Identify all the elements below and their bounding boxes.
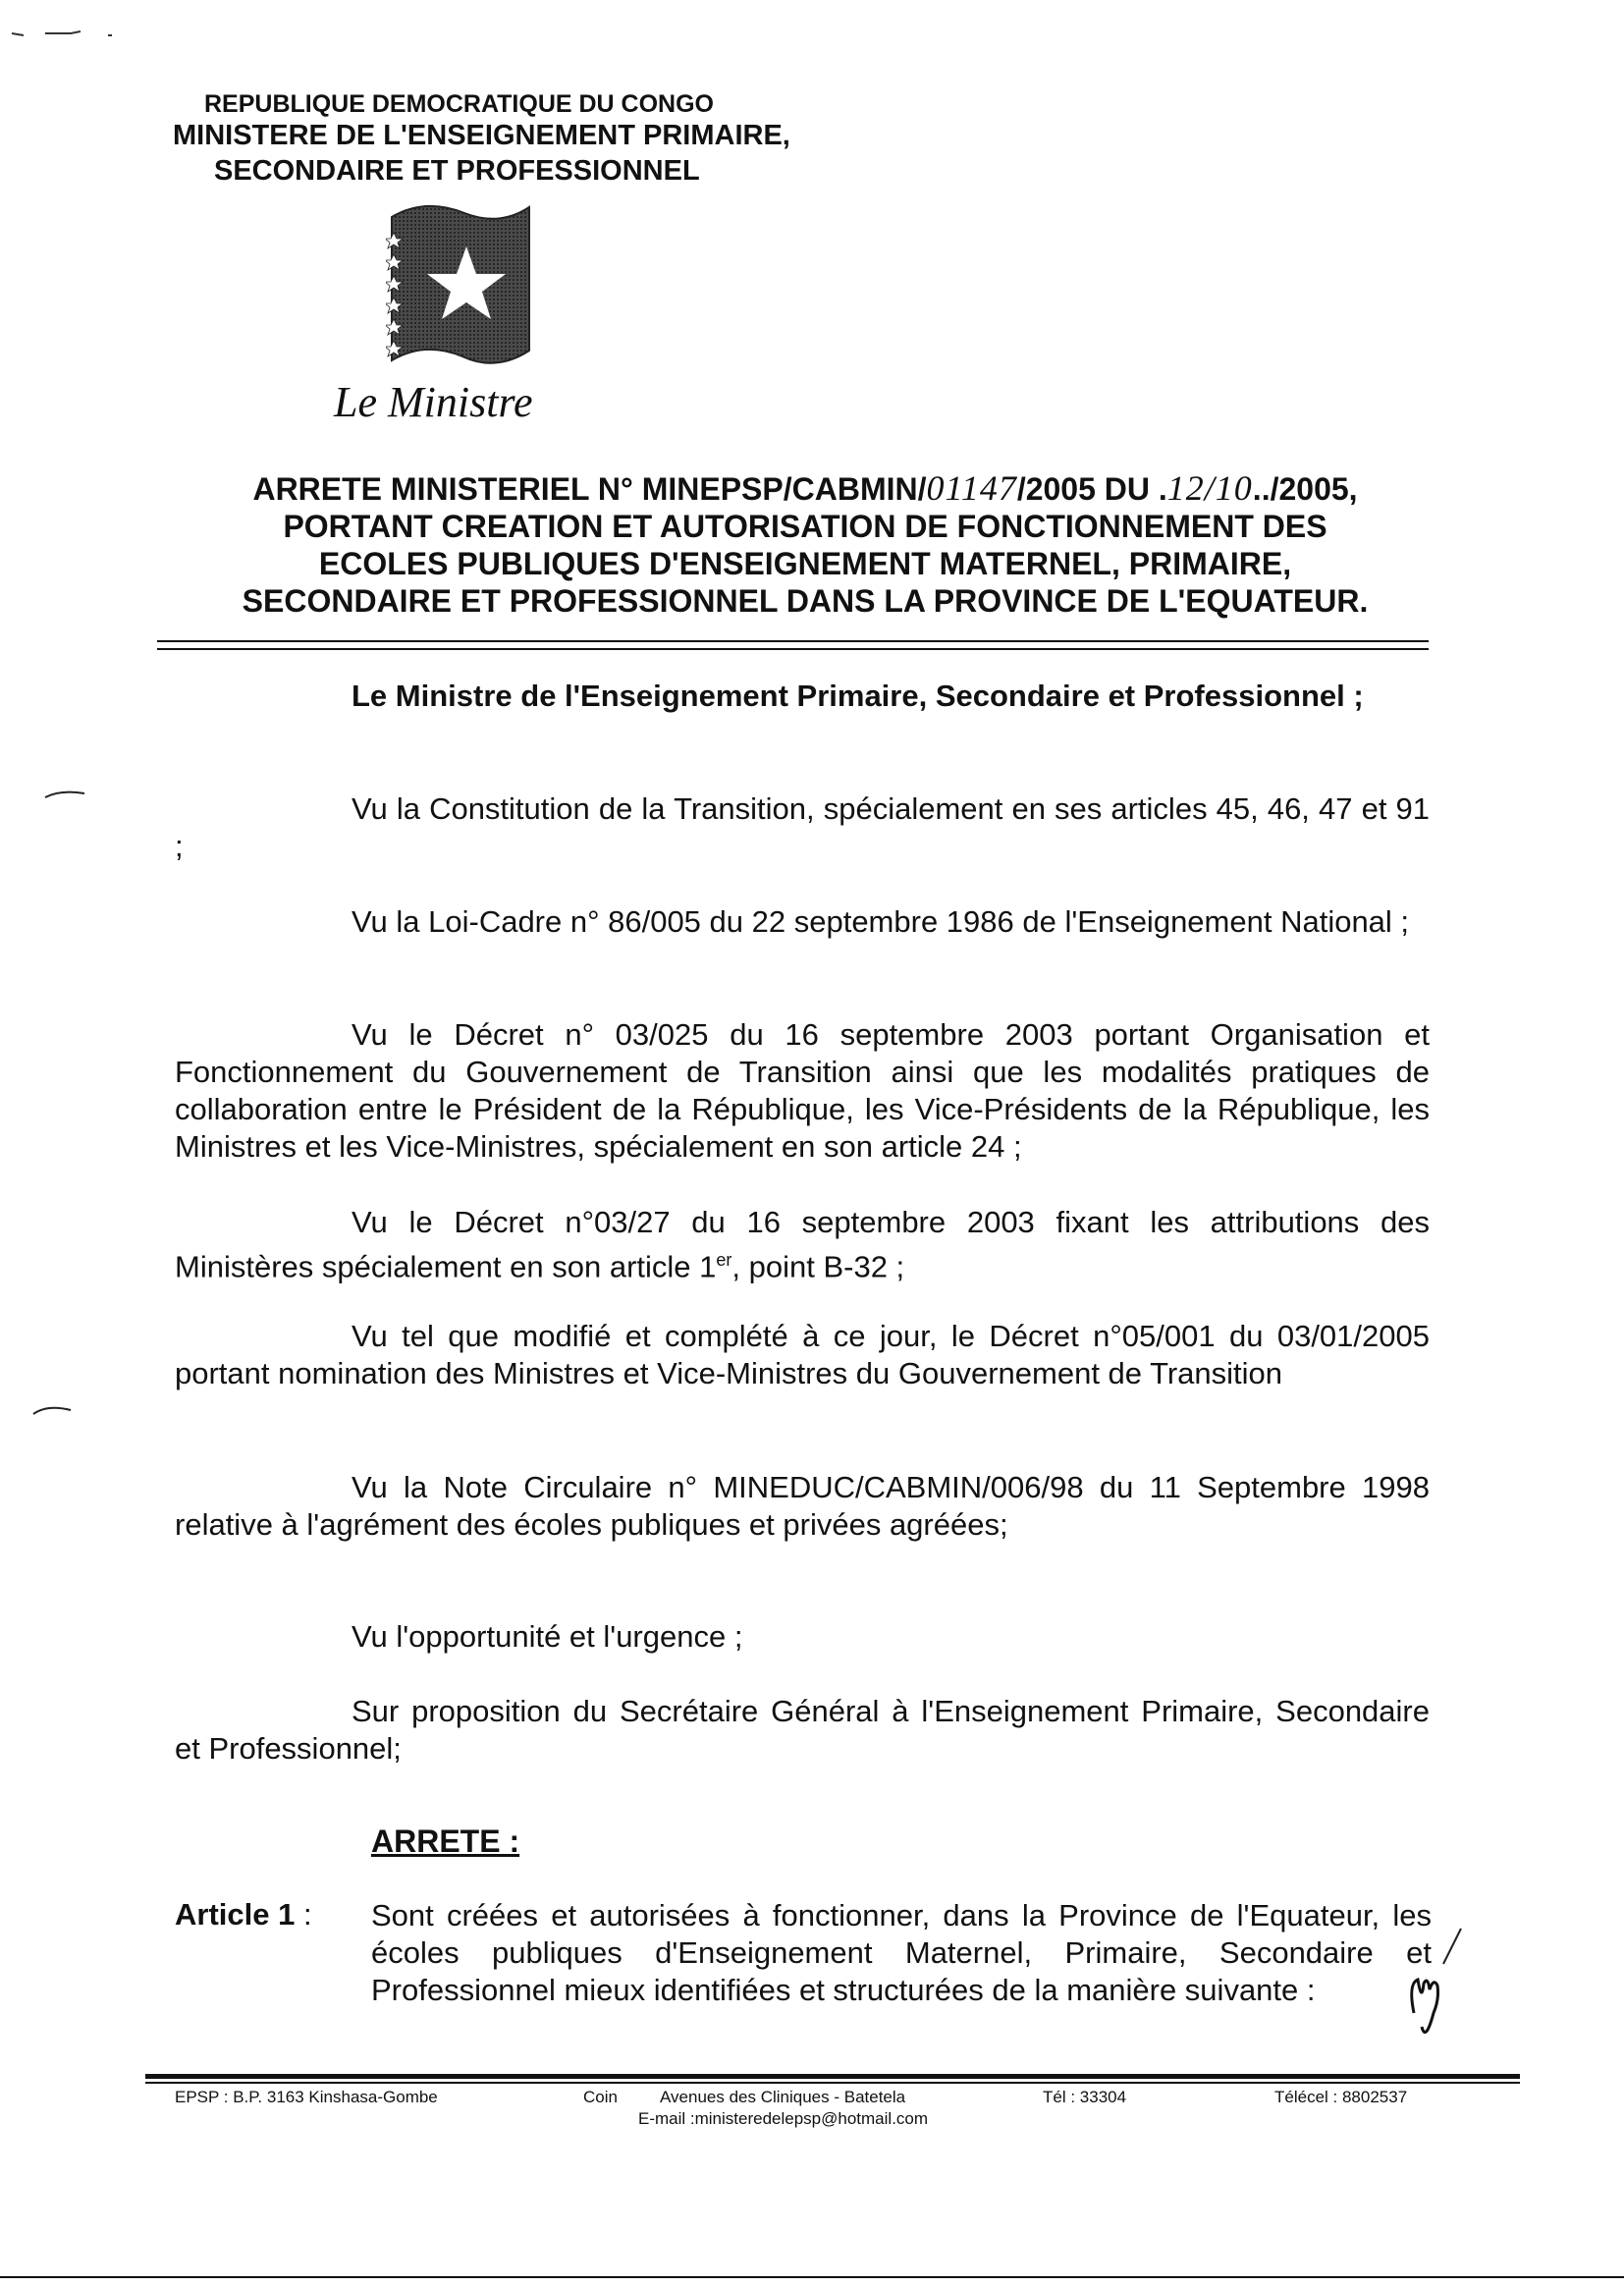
- signature-initials: [1404, 1925, 1473, 2082]
- decree-title: [147, 469, 1463, 620]
- footer-telecel: Télécel : 8802537: [1274, 2088, 1408, 2106]
- paragraph-loi-cadre: [175, 903, 1430, 941]
- paragraph-text: Vu la Loi-Cadre n° 86/005 du 22 septembre 1986 de l'Enseignement National ;: [352, 904, 1410, 939]
- margin-mark: [43, 788, 86, 803]
- ministry-name-cont: SECONDAIRE ET PROFESSIONNEL: [214, 155, 700, 187]
- flag-star-emblem-icon: [386, 203, 533, 376]
- title-divider: [157, 640, 1429, 650]
- decree-title-line: ECOLES PUBLIQUES D'ENSEIGNEMENT MATERNEL, PRIMAIRE,: [318, 546, 1292, 581]
- paragraph-proposition: [175, 1693, 1430, 1768]
- decree-number-line: [147, 469, 1463, 508]
- footer-address: EPSP : B.P. 3163 Kinshasa-Gombe: [175, 2088, 438, 2106]
- article-number: Article 1: [175, 1897, 296, 1932]
- article-1-text: Sont créées et autorisées à fonctionner, dans la Province de l'Equateur, les écoles publiques d'Enseignement Maternel, Primaire, Secondaire et Professionnel mieux identifiées et structurées de la manière suivante :: [371, 1898, 1432, 2007]
- footer-divider: [145, 2074, 1520, 2084]
- paragraph-text: Sur proposition du Secrétaire Général à l'Enseignement Primaire, Secondaire et Professionnel;: [175, 1694, 1430, 1766]
- intro-text: Le Ministre de l'Enseignement Primaire, Secondaire et Professionnel ;: [352, 679, 1364, 713]
- paragraph-text: Vu le Décret n°03/27 du 16 septembre 2003 fixant les attributions des Ministères spécialement en son article 1: [175, 1205, 1430, 1284]
- paragraph-text: Vu le Décret n° 03/025 du 16 septembre 2003 portant Organisation et Fonctionnement du Gouvernement de Transition ainsi que les modalités pratiques de collaboration entre le Président de la République, les Vice-Présidents de la République, les Ministres et les Vice-Ministres, spécialement en son article 24 ;: [175, 1017, 1430, 1164]
- decree-number-mid: /2005 DU .: [1016, 471, 1167, 507]
- decree-title-line: PORTANT CREATION ET AUTORISATION DE FONCTIONNEMENT DES: [283, 509, 1327, 544]
- page-bottom-edge: [0, 2276, 1624, 2278]
- intro-paragraph: [175, 678, 1430, 715]
- paragraph-note: [175, 1469, 1430, 1544]
- paragraph-opportunite: [175, 1618, 1430, 1656]
- ministry-name: MINISTERE DE L'ENSEIGNEMENT PRIMAIRE,: [173, 120, 790, 151]
- article-colon: :: [295, 1897, 312, 1932]
- article-label: [175, 1897, 312, 1932]
- decree-title-line: SECONDAIRE ET PROFESSIONNEL DANS LA PROVINCE DE L'EQUATEUR.: [242, 583, 1369, 619]
- minister-title: Le Ministre: [334, 378, 533, 426]
- republic-name: REPUBLIQUE DEMOCRATIQUE DU CONGO: [204, 90, 714, 118]
- paragraph-text: Vu tel que modifié et complété à ce jour, le Décret n°05/001 du 03/01/2005 portant nomination des Ministres et Vice-Ministres du Gouvernement de Transition: [175, 1319, 1430, 1390]
- paragraph-text: Vu l'opportunité et l'urgence ;: [352, 1619, 743, 1654]
- scan-mark: [10, 22, 128, 41]
- footer-avenues: Avenues des Cliniques - Batetela: [660, 2088, 906, 2106]
- decree-number-suffix: ../2005,: [1252, 471, 1358, 507]
- decree-number-prefix: ARRETE MINISTERIEL N° MINEPSP/CABMIN/: [252, 471, 927, 507]
- paragraph-text: Vu la Note Circulaire n° MINEDUC/CABMIN/006/98 du 11 Septembre 1998 relative à l'agrément des écoles publiques et privées agréées;: [175, 1470, 1430, 1542]
- paragraph-text: , point B-32 ;: [731, 1249, 905, 1284]
- paragraph-decret-05: [175, 1318, 1430, 1392]
- handwritten-date: 12/10: [1166, 468, 1253, 508]
- paragraph-constitution: [175, 790, 1430, 865]
- superscript: er: [716, 1250, 732, 1270]
- paragraph-decret-025: [175, 1016, 1430, 1166]
- paragraph-decret-27: [175, 1204, 1430, 1285]
- footer-coin: Coin: [583, 2088, 618, 2106]
- handwritten-number: 01147: [926, 468, 1017, 508]
- arrete-heading: ARRETE :: [371, 1823, 520, 1859]
- footer-email: E-mail :ministeredelepsp@hotmail.com: [638, 2109, 929, 2128]
- footer-tel: Tél : 33304: [1043, 2088, 1127, 2106]
- margin-mark: [31, 1402, 75, 1418]
- paragraph-text: Vu la Constitution de la Transition, spécialement en ses articles 45, 46, 47 et 91 ;: [175, 791, 1430, 863]
